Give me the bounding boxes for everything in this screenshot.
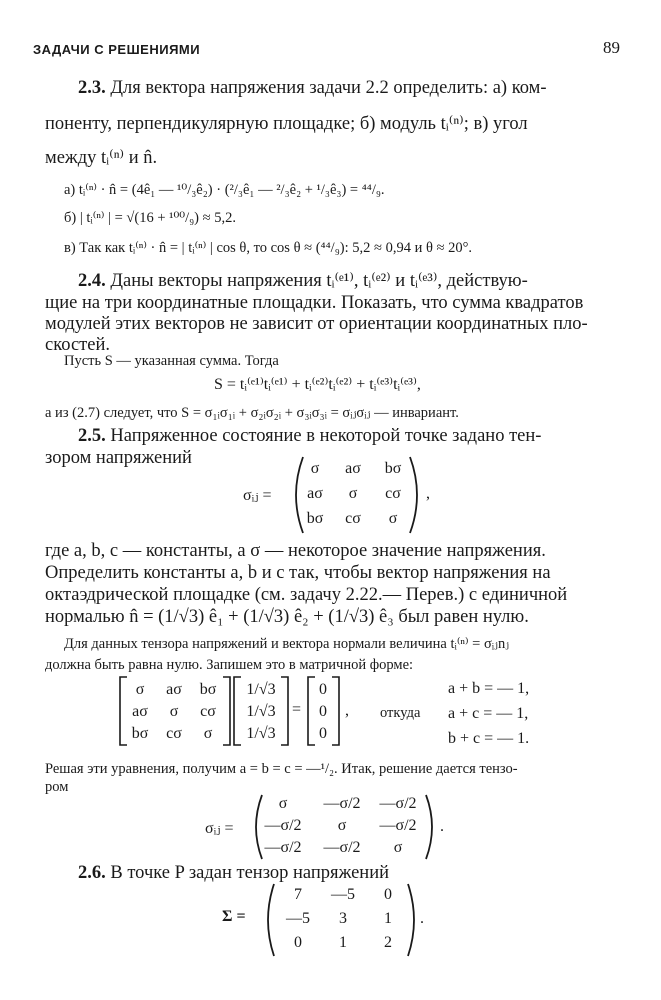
solution-2-5-line4: ром [45, 779, 69, 795]
vector-cell: 1/√3 [246, 703, 276, 720]
matrix-cell: bσ [199, 681, 217, 698]
matrix-cell: cσ [385, 485, 401, 502]
matrix-cell: 0 [384, 886, 392, 903]
problem-2-4-line3: модулей этих векторов не зависит от ориентации координатных пло- [45, 314, 588, 334]
vector-cell: 1/√3 [246, 725, 276, 742]
otkuda-label: откуда [380, 705, 421, 721]
solution-2-5-line1: Для данных тензора напряжений и вектора нормали величина tᵢ⁽ⁿ⁾ = σᵢⱼnⱼ [64, 636, 510, 652]
problem-2-5-text2: Определить константы a, b и c так, чтобы вектор напряжения на [45, 563, 551, 583]
solution-2-5-line2: должна быть равна нулю. Запишем это в матричной форме: [45, 657, 414, 673]
problem-2-4-line2: щие на три координатные площадки. Показать, что сумма квадратов [45, 293, 584, 313]
solution-2-3-b: б) | tᵢ⁽ⁿ⁾ | = √(16 + ¹⁰⁰/₉) ≈ 5,2. [64, 210, 236, 226]
problem-2-3-line3: между tᵢ⁽ⁿ⁾ и n̂. [45, 148, 158, 168]
matrix-cell: cσ [345, 510, 361, 527]
matrix-cell: aσ [307, 485, 323, 502]
problem-number: 2.3. [78, 78, 106, 98]
matrix-cell: —σ/2 [264, 839, 302, 856]
matrix-cell: —σ/2 [323, 839, 361, 856]
matrix-cell: 1 [384, 910, 392, 927]
problem-2-5-text4: нормалью n̂ = (1/√3) ê₁ + (1/√3) ê₂ + (1/√3) ê₃ был равен нулю. [45, 607, 529, 627]
running-header: ЗАДАЧИ С РЕШЕНИЯМИ [33, 42, 201, 57]
solution-2-4-end: а из (2.7) следует, что S = σ₁ᵢσ₁ᵢ + σ₂ᵢσ₂ᵢ + σ₃ᵢσ₃ᵢ = σᵢⱼσᵢⱼ — инвариант. [45, 405, 459, 421]
matrix-cell: σ [337, 817, 347, 834]
matrix-cell: σ [169, 703, 179, 720]
vector-cell: 1/√3 [246, 681, 276, 698]
right-paren-icon [422, 793, 440, 861]
matrix-cell: bσ [384, 460, 402, 477]
solution-2-5-line3: Решая эти уравнения, получим a = b = c = —¹/₂. Итак, решение дается тензо- [45, 761, 518, 777]
solution-2-3-c: в) Так как tᵢ⁽ⁿ⁾ · n̂ = | tᵢ⁽ⁿ⁾ | cos θ, то cos θ ≈ (⁴⁴/₉): 5,2 ≈ 0,94 и θ ≈ 20°. [64, 240, 473, 256]
vector-cell: 0 [319, 703, 327, 720]
matrix-cell: —σ/2 [379, 817, 417, 834]
right-bracket-icon [331, 676, 341, 746]
matrix-cell: aσ [345, 460, 361, 477]
matrix-cell: 2 [384, 934, 392, 951]
vector-cell: 0 [319, 725, 327, 742]
problem-2-6-line1: 2.6. В точке P задан тензор напряжений [78, 863, 390, 883]
problem-2-3-line2: поненту, перпендикулярную площадке; б) модуль tᵢ⁽ⁿ⁾; в) угол [45, 114, 528, 134]
problem-2-5-line2: зором напряжений [45, 448, 192, 468]
matrix-cell: —σ/2 [264, 817, 302, 834]
stress-tensor-matrix [276, 886, 410, 956]
sigma-capital-lhs: Σ = [222, 908, 246, 925]
solution-2-4-formula: S = tᵢ⁽ᵉ¹⁾tᵢ⁽ᵉ¹⁾ + tᵢ⁽ᵉ²⁾tᵢ⁽ᵉ²⁾ + tᵢ⁽ᵉ³⁾tᵢ⁽ᵉ³⁾, [214, 376, 421, 393]
matrix-cell: σ [310, 460, 320, 477]
matrix-cell: σ [203, 725, 213, 742]
matrix-cell: —5 [286, 910, 310, 927]
vector-cell: 0 [319, 681, 327, 698]
equation-3: b + c = — 1. [448, 730, 530, 747]
page-number: 89 [603, 38, 620, 57]
problem-number: 2.6. [78, 863, 106, 883]
matrix-cell: 7 [294, 886, 302, 903]
problem-number: 2.5. [78, 426, 106, 446]
right-bracket-icon [280, 676, 290, 746]
matrix-cell: σ [348, 485, 358, 502]
matrix-cell: σ [393, 839, 403, 856]
sigma-lhs: σᵢⱼ = [243, 487, 272, 504]
matrix-cell: aσ [132, 703, 148, 720]
matrix-cell: 0 [294, 934, 302, 951]
matrix-cell: cσ [166, 725, 182, 742]
matrix-cell: —5 [331, 886, 355, 903]
problem-2-5-line1: 2.5. Напряженное состояние в некоторой точке задано тен- [78, 426, 542, 446]
problem-2-5-text1: где a, b, c — константы, а σ — некоторое значение напряжения. [45, 541, 546, 561]
problem-2-4-line4: скостей. [45, 335, 111, 355]
result-matrix [258, 795, 426, 859]
solution-2-4-intro: Пусть S — указанная сумма. Тогда [64, 353, 279, 369]
matrix-cell: bσ [131, 725, 149, 742]
matrix-cell: —σ/2 [379, 795, 417, 812]
matrix-cell: —σ/2 [323, 795, 361, 812]
equation-2: a + c = — 1, [448, 705, 529, 722]
right-bracket-icon [222, 676, 232, 746]
matrix-cell: bσ [306, 510, 324, 527]
solution-2-3-a: а) tᵢ⁽ⁿ⁾ · n̂ = (4ê₁ — ¹⁰/₃ê₂) · (²/₃ê₁ — ²/₃ê₂ + ¹/₃ê₃) = ⁴⁴/₉. [64, 182, 385, 198]
matrix-cell: σ [278, 795, 288, 812]
matrix-cell: σ [135, 681, 145, 698]
matrix-cell: 3 [339, 910, 347, 927]
zero-vector [313, 681, 333, 743]
matrix-cell: aσ [166, 681, 182, 698]
stress-matrix [300, 460, 410, 530]
equation-1: a + b = — 1, [448, 680, 530, 697]
right-paren-icon [406, 455, 426, 535]
normal-vector [239, 681, 283, 743]
problem-2-5-text3: октаэдрической площадке (см. задачу 2.22.— Перев.) с единичной [45, 585, 568, 605]
matrix-cell: cσ [200, 703, 216, 720]
problem-2-4-line1: 2.4. Даны векторы напряжения tᵢ⁽ᵉ¹⁾, tᵢ⁽ᵉ²⁾ и tᵢ⁽ᵉ³⁾, действую- [78, 271, 528, 291]
problem-2-3-line1: 2.3. Для вектора напряжения задачи 2.2 определить: а) ком- [78, 78, 547, 98]
matrix-cell: σ [388, 510, 398, 527]
problem-number: 2.4. [78, 271, 106, 291]
matrix-cell: 1 [339, 934, 347, 951]
coeff-matrix [125, 681, 225, 743]
sigma-lhs-2: σᵢⱼ = [205, 820, 234, 837]
